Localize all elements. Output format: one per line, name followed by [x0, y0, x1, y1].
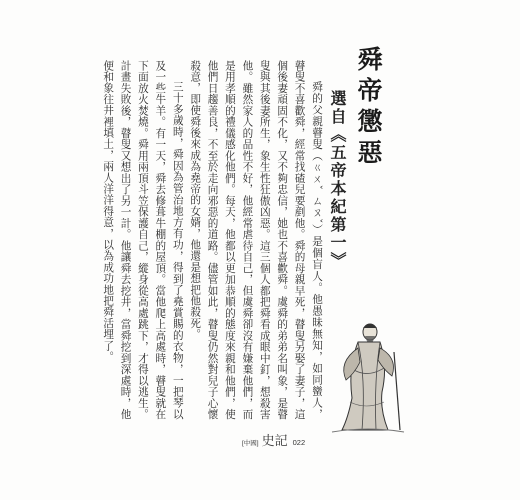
page-number: 022: [292, 438, 306, 447]
page-subtitle: 選自《五帝本紀第一》: [328, 90, 347, 270]
paragraph-2: 三十多歲時，舜因為管治地方有功，得到了堯賞賜的衣物，一把琴以及一些牛羊。有一天，舜去修葺牛棚的屋頂。當他爬上高處時，瞽叟就在下面放火焚燒。舜用兩頂斗笠保護自己，縱身從高處跳下，才得以逃生。計畫失敗後，瞽叟又想出了另一計。他讓舜去挖井，當舜挖到深處時，他便和象往井裡填土，兩人洋洋得意，以為成功地把舜活埋了。: [102, 60, 184, 420]
body-text: [99, 60, 325, 420]
figure-illustration: [318, 318, 408, 438]
paragraph-1: 舜的父親瞽叟（ㄍㄨˇ ㄙㄡˇ）是個盲人。他愚昧無知，如同蠻人，瞽叟不喜歡舜，經常找碴兒要剷他。舜的母親早死，瞽叟另娶了妻子，這個後妻頑固不化，又不夠忠信，她也不喜歡舜。虞舜的弟弟名叫象，是瞽叟與其後妻所生，象生性狂傲凶惡。這三個人都把舜看成眼中釘，想殺害他。雖然家人的品性不好，他經常虐待自己，但虞舜卻沒有嫌棄他們，而是用孝順的禮儀感化他們。每天，他都以更加恭順的態度來親和他們，使他們日趨善良，不至於走向邪惡的道路。儘管如此，瞽叟仍然對兒子心懷殺意，即使舜後來成為堯帝的女婿，他還是想把他殺死。: [189, 60, 323, 420]
series-label: [中國]: [242, 440, 259, 447]
page-title: 舜帝懲惡: [354, 46, 383, 170]
page-footer: [242, 430, 305, 449]
book-title: 史記: [261, 434, 288, 449]
